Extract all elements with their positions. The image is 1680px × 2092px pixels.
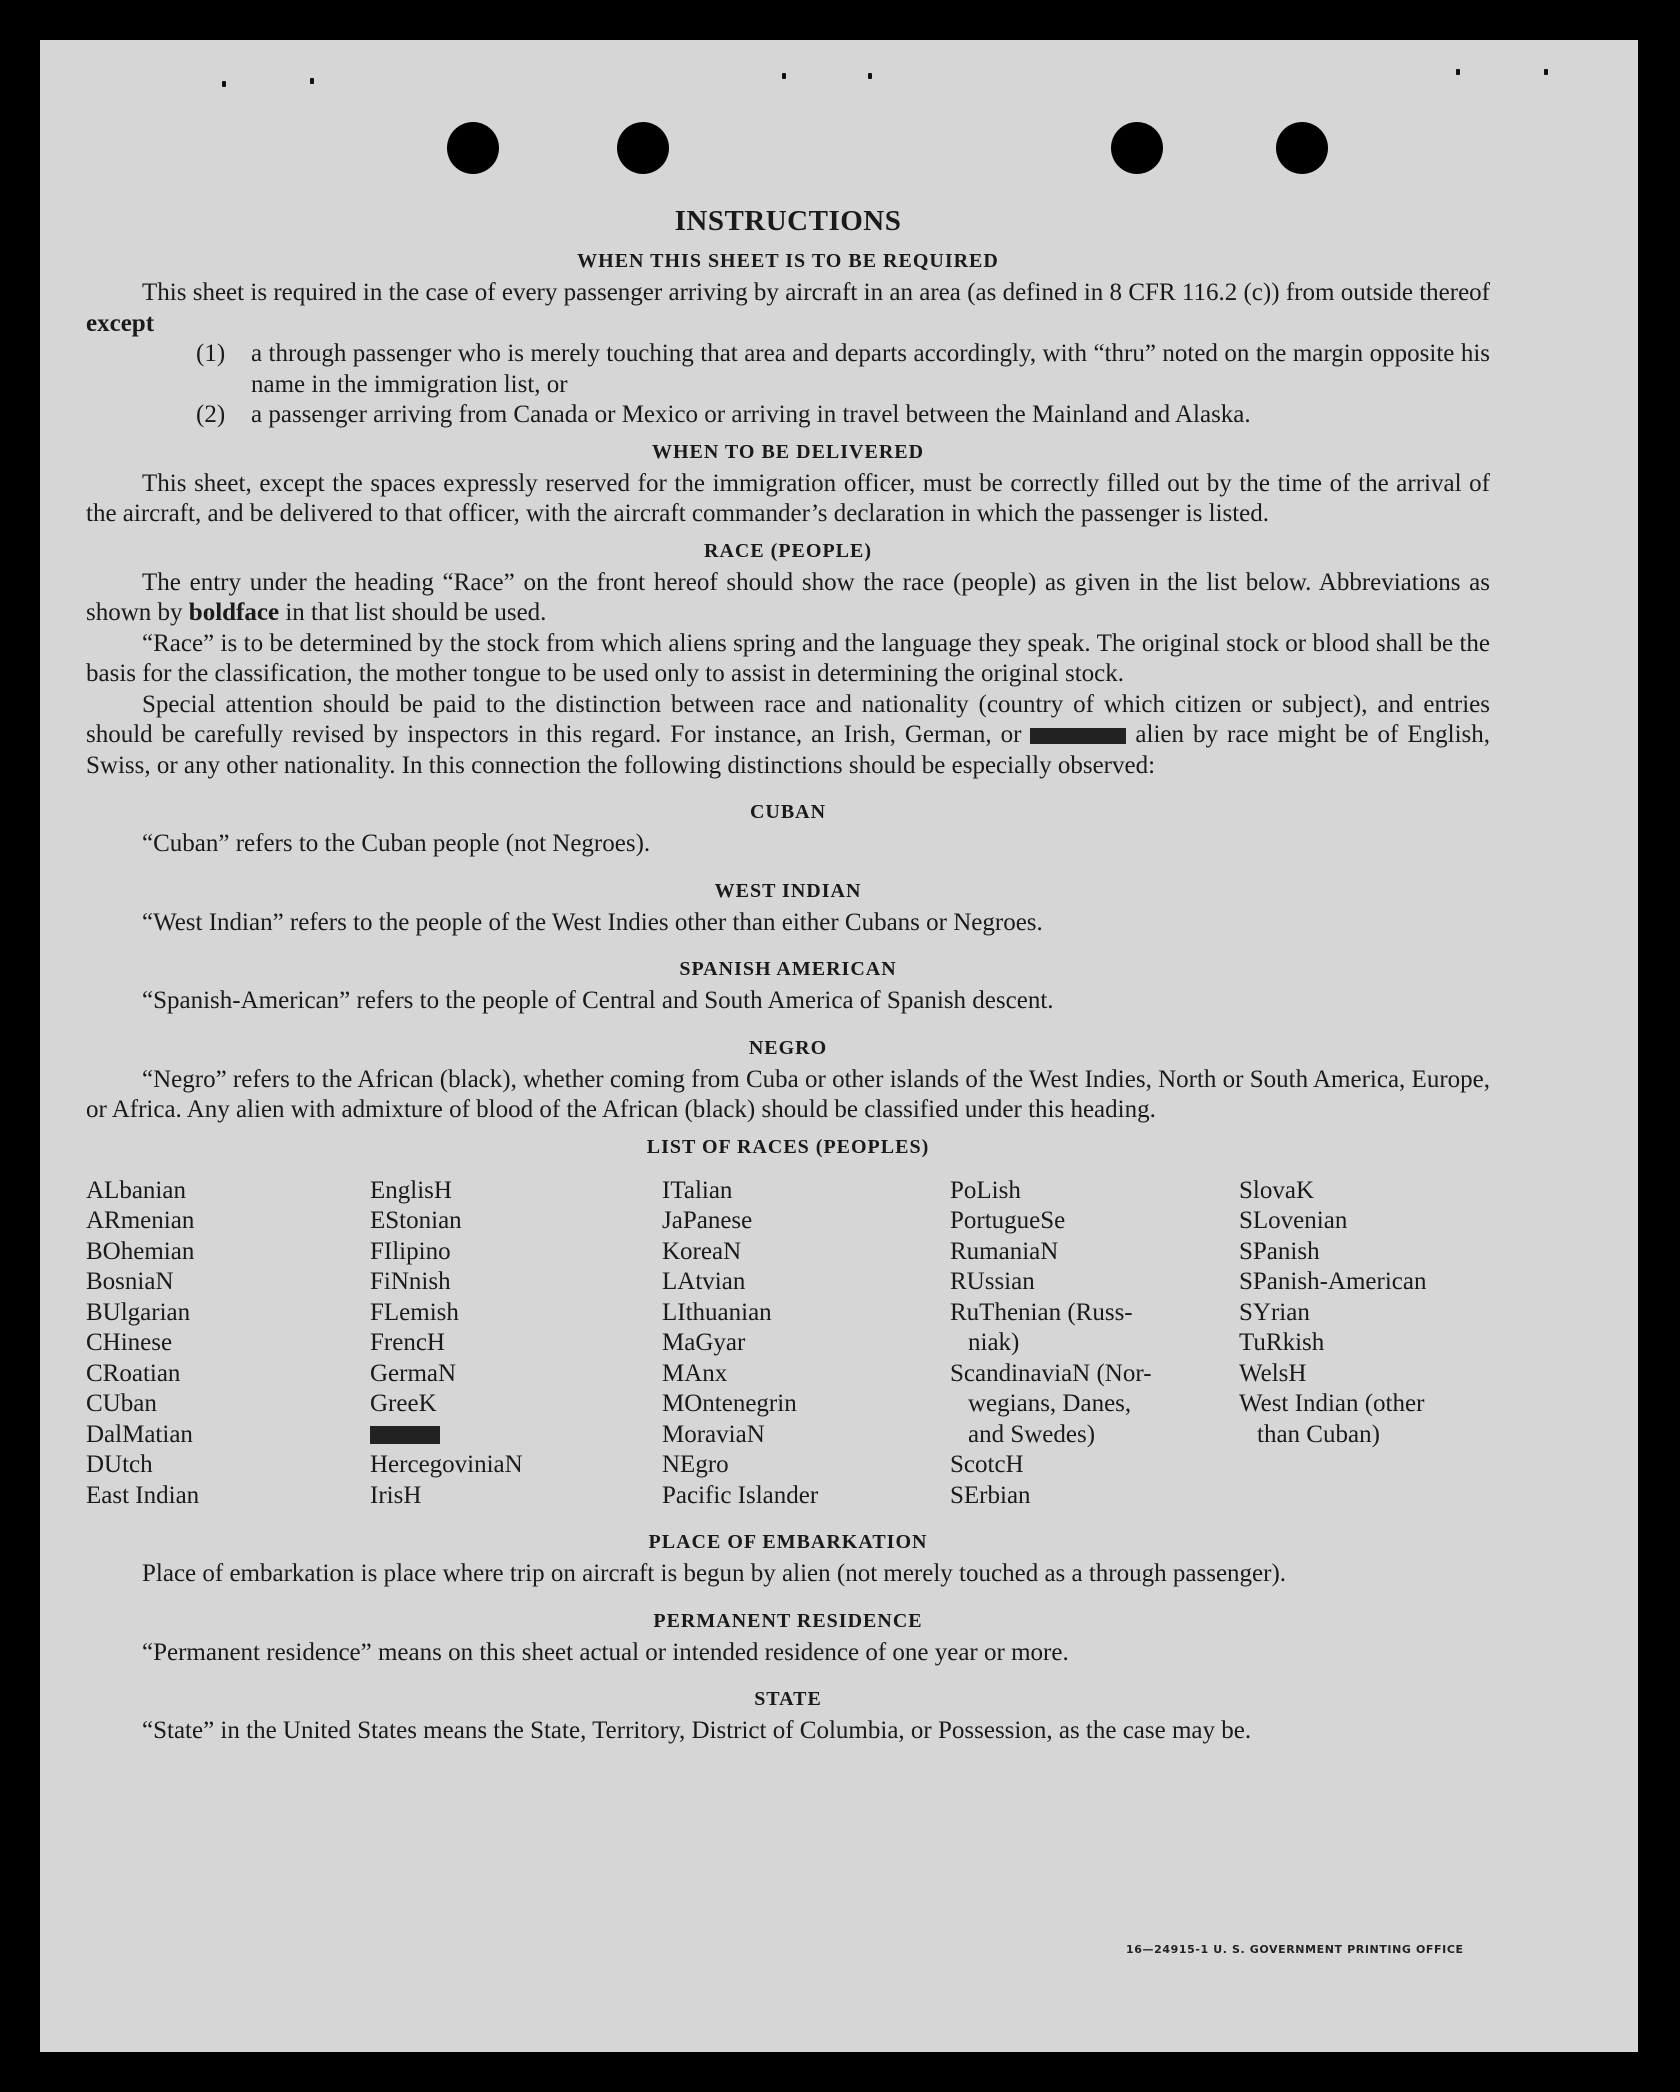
list-item: BUlgarian: [86, 1298, 191, 1326]
redaction-mark: [370, 1426, 440, 1444]
paragraph: “Negro” refers to the African (black), whether coming from Cuba or other islands of the West Indies, North or South America, Europe, or Africa. Any alien with admixture of blood of the African (black) should be classified under this heading.: [86, 1065, 1490, 1123]
list-item: ARmenian: [86, 1207, 195, 1234]
list-item: FrencH: [370, 1329, 445, 1356]
races-column: [1239, 1176, 1490, 1512]
paragraph: Special attention should be paid to the distinction between race and nationality (country of which citizen or subject), and entries should be carefully revised by inspectors in this regard. For instance, an Irish, German, or alien by race might be of English, Swiss, or any other nationality. In this connection the following distinctions should be especially observed:: [86, 690, 1490, 779]
punch-hole: [1111, 122, 1163, 174]
races-column: [662, 1176, 950, 1512]
section-heading: SPANISH AMERICAN: [679, 958, 897, 980]
list-item: JaPanese: [662, 1207, 753, 1234]
paragraph: This sheet is required in the case of every passenger arriving by aircraft in an area (as defined in 8 CFR 116.2 (c)) from outside thereof except: [86, 279, 1490, 337]
page-title: INSTRUCTIONS: [674, 205, 902, 237]
list-item: WelsH: [1239, 1359, 1307, 1387]
list-item: SLovenian: [1239, 1207, 1348, 1234]
paragraph: “Spanish-American” refers to the people of Central and South America of Spanish descent.: [142, 987, 1054, 1014]
redaction-mark: [1030, 728, 1126, 744]
punch-hole: [447, 122, 499, 174]
document-page: [40, 40, 1638, 2052]
list-item: CRoatian: [86, 1359, 181, 1387]
list-item: HercegoviniaN: [370, 1451, 523, 1478]
list-item: SYrian: [1239, 1298, 1310, 1326]
list-item: GreeK: [370, 1390, 437, 1417]
paragraph: This sheet, except the spaces expressly reserved for the immigration officer, must be correctly filled out by the time of the arrival of the aircraft, and be delivered to that officer, with the aircraft commander’s declaration in which the passenger is listed.: [86, 469, 1490, 527]
section-heading: WHEN TO BE DELIVERED: [651, 440, 925, 463]
section-heading: RACE (PEOPLE): [704, 539, 872, 562]
list-item: CHinese: [86, 1329, 173, 1356]
list-item: MoraviaN: [662, 1420, 765, 1448]
section-heading: PERMANENT RESIDENCE: [653, 1609, 923, 1632]
list-item: RUssian: [950, 1268, 1035, 1295]
list-item: MOntenegrin: [662, 1390, 797, 1417]
list-item: FLemish: [370, 1298, 459, 1326]
list-item: EnglisH: [370, 1176, 452, 1204]
list-item: [370, 1420, 662, 1451]
speck: [310, 78, 314, 84]
list-item: TuRkish: [1239, 1329, 1325, 1356]
paragraph: “Race” is to be determined by the stock from which aliens spring and the language they speak. The original stock or blood shall be the basis for the classification, the mother tongue to be used only to assist in determining the original stock.: [86, 629, 1490, 687]
instructions-body: [86, 202, 1490, 1747]
speck: [222, 81, 226, 87]
paragraph: “West Indian” refers to the people of the West Indies other than either Cubans or Negroes.: [142, 908, 1043, 936]
list-item: East Indian: [86, 1481, 200, 1509]
section-heading: WEST INDIAN: [714, 879, 862, 902]
races-list: [86, 1176, 1490, 1512]
list-item: PoLish: [950, 1176, 1021, 1204]
speck: [868, 73, 872, 79]
punch-hole: [617, 122, 669, 174]
list-item: SErbian: [950, 1481, 1031, 1509]
section-heading: LIST OF RACES (PEOPLES): [646, 1135, 930, 1158]
list-item: ScandinaviaN (Nor- wegians, Danes, and Swedes): [950, 1359, 1152, 1448]
list-item: MaGyar: [662, 1329, 746, 1356]
list-item: FIlipino: [370, 1237, 451, 1265]
list-item: ITalian: [662, 1176, 733, 1204]
section-heading: NEGRO: [748, 1036, 828, 1059]
list-item: (2) a passenger arriving from Canada or Mexico or arriving in travel between the Mainland and Alaska.: [196, 401, 1251, 428]
list-item: ScotcH: [950, 1451, 1024, 1478]
list-item: LAtvian: [662, 1268, 746, 1295]
paragraph: Place of embarkation is place where trip on aircraft is begun by alien (not merely touched as a through passenger).: [142, 1560, 1287, 1587]
list-item: CUban: [86, 1390, 157, 1417]
printer-imprint: 16—24915-1 U. S. GOVERNMENT PRINTING OFFICE: [1126, 1943, 1464, 1956]
paragraph: “Permanent residence” means on this sheet actual or intended residence of one year or more.: [142, 1638, 1069, 1666]
list-item: LIthuanian: [662, 1298, 772, 1326]
list-item: (1) a through passenger who is merely touching that area and departs accordingly, with “thru” noted on the margin opposite his name in the immigration list, or: [196, 340, 1490, 398]
races-column: [370, 1176, 662, 1512]
list-item: BosniaN: [86, 1268, 174, 1295]
paragraph: “State” in the United States means the State, Territory, District of Columbia, or Possession, as the case may be.: [142, 1717, 1252, 1744]
section-heading: STATE: [754, 1688, 822, 1710]
list-item: SPanish-American: [1239, 1268, 1427, 1295]
list-item: FiNnish: [370, 1268, 451, 1295]
list-item: KoreaN: [662, 1237, 742, 1265]
list-item: RumaniaN: [950, 1237, 1059, 1265]
section-heading: WHEN THIS SHEET IS TO BE REQUIRED: [577, 250, 999, 272]
list-item: Pacific Islander: [662, 1481, 819, 1509]
paragraph: “Cuban” refers to the Cuban people (not Negroes).: [142, 830, 651, 857]
list-item: BOhemian: [86, 1237, 195, 1265]
list-item: IrisH: [370, 1481, 422, 1509]
races-column: [950, 1176, 1239, 1512]
list-item: RuThenian (Russ- niak): [950, 1298, 1133, 1356]
list-item: PortugueSe: [950, 1207, 1066, 1234]
list-item: West Indian (other than Cuban): [1239, 1390, 1425, 1448]
speck: [782, 73, 786, 79]
list-item: EStonian: [370, 1207, 462, 1234]
list-item: MAnx: [662, 1359, 728, 1387]
list-item: SPanish: [1239, 1237, 1320, 1265]
section-heading: CUBAN: [749, 801, 827, 823]
speck: [1544, 69, 1548, 75]
list-item: NEgro: [662, 1451, 729, 1478]
paragraph: The entry under the heading “Race” on the front hereof should show the race (people) as given in the list below. Abbreviations as shown by boldface in that list should be used.: [86, 568, 1490, 626]
list-item: SlovaK: [1239, 1176, 1314, 1204]
punch-hole: [1276, 122, 1328, 174]
speck: [1456, 69, 1460, 75]
list-item: ALbanian: [86, 1176, 186, 1204]
races-column: [86, 1176, 370, 1512]
list-item: DUtch: [86, 1451, 153, 1478]
list-item: GermaN: [370, 1359, 457, 1387]
section-heading: PLACE OF EMBARKATION: [648, 1531, 928, 1553]
list-item: DalMatian: [86, 1420, 193, 1448]
